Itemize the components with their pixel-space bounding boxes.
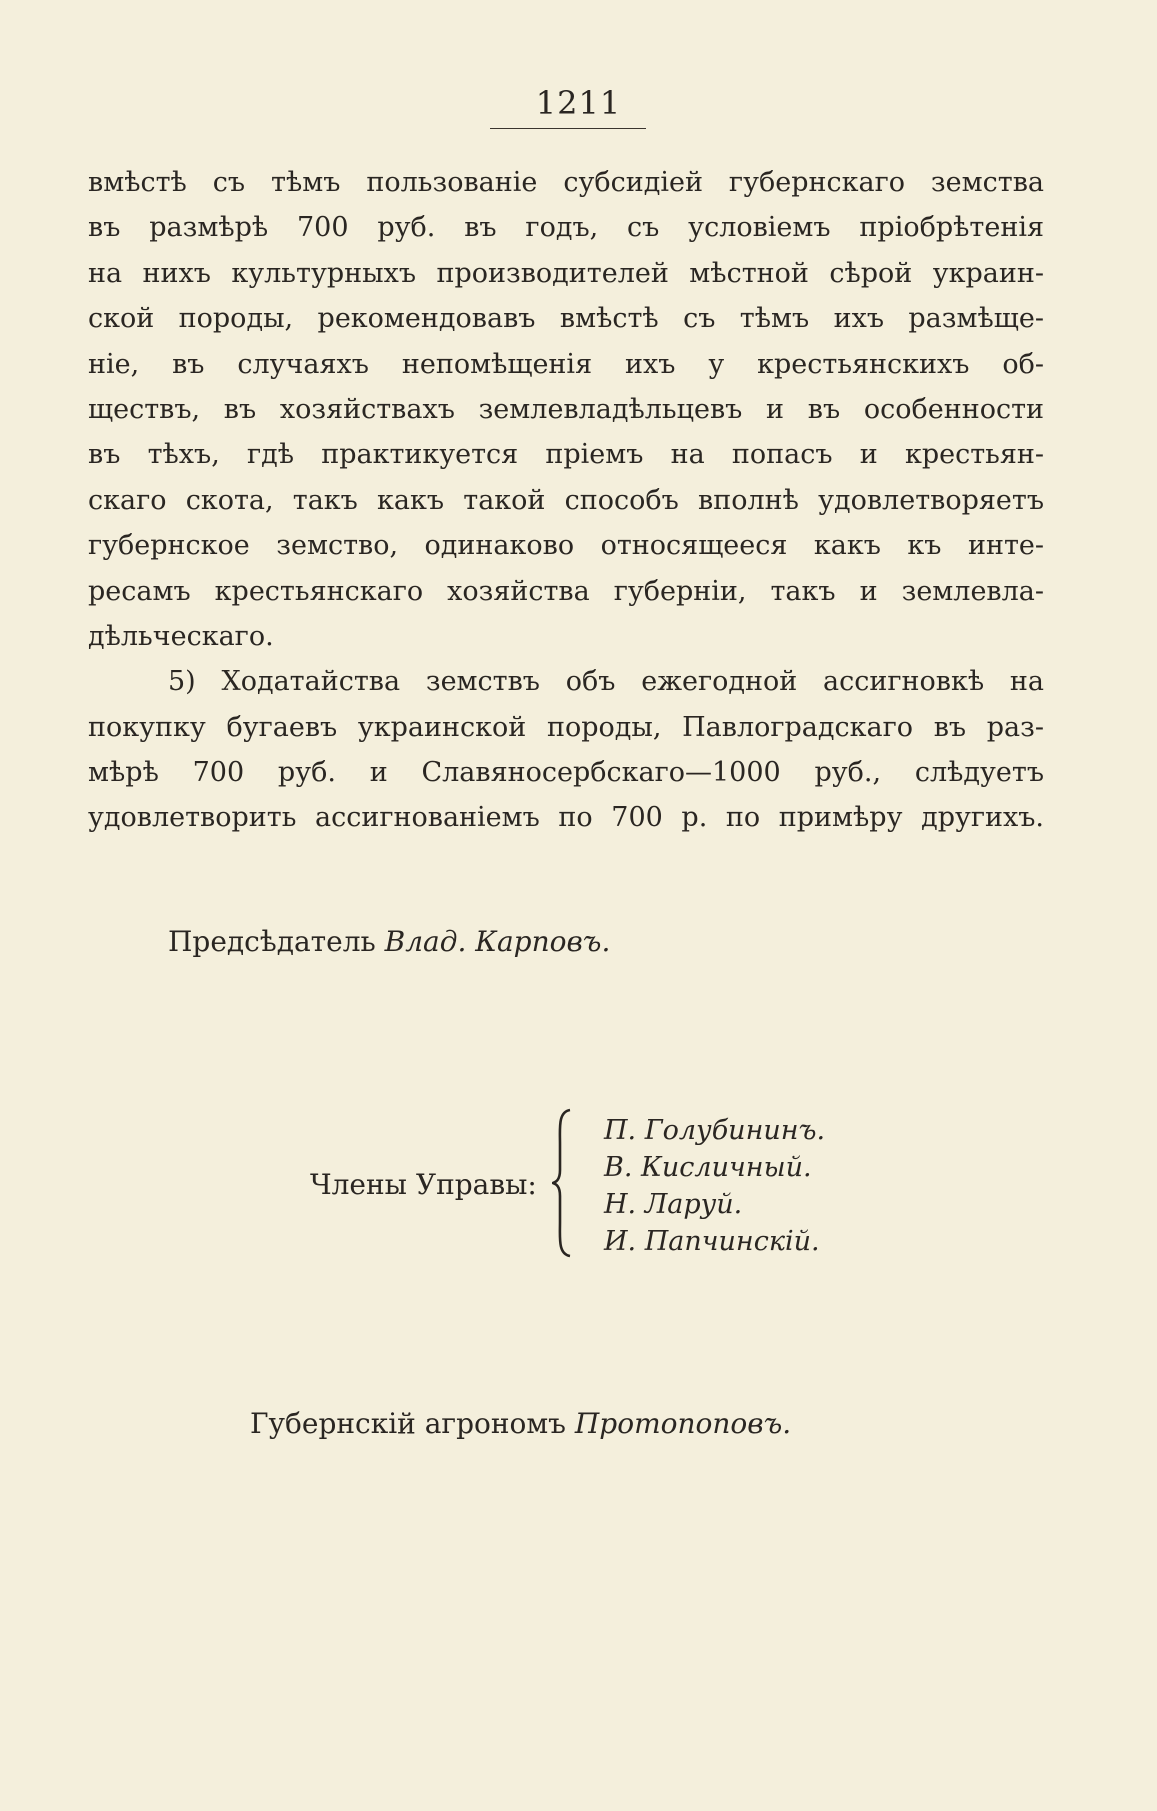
text-line: скаго скота, такъ какъ такой способъ вполнѣ удовлетворяетъ xyxy=(88,484,1044,516)
page-number: 1211 xyxy=(535,84,622,122)
text-line: ществъ, въ хозяйствахъ землевладѣльцевъ и въ особенности xyxy=(88,393,1044,425)
text-line: вмѣстѣ съ тѣмъ пользованіе субсидіей губернскаго земства xyxy=(88,167,1044,198)
text-line: на нихъ культурныхъ производителей мѣстной сѣрой украин- xyxy=(88,257,1044,289)
paragraph-5-line: мѣрѣ 700 руб. и Славяносербскаго—1000 руб., слѣдуетъ xyxy=(88,757,1044,789)
agronomist-signature xyxy=(250,1407,791,1440)
text-line: дѣльческаго. xyxy=(88,620,274,652)
text-line: ресамъ крестьянскаго хозяйства губерніи, такъ и землевла- xyxy=(88,575,1044,607)
text-line: въ тѣхъ, гдѣ практикуется пріемъ на попасъ и крестьян- xyxy=(88,439,1044,471)
members-list xyxy=(604,1112,825,1260)
text-line: ской породы, рекомендовавъ вмѣстѣ съ тѣмъ ихъ размѣще- xyxy=(88,303,1044,335)
member-name: П. Голубининъ. xyxy=(604,1115,826,1146)
member-name: В. Кисличный. xyxy=(604,1152,812,1183)
paragraph-5-line: удовлетворить ассигнованіемъ по 700 р. по примѣру другихъ. xyxy=(88,802,1044,834)
agronomist-title: Губернскій агрономъ xyxy=(250,1407,566,1440)
chairman-name: Влад. Карповъ. xyxy=(384,925,611,958)
member-name: Н. Ларуй. xyxy=(604,1189,743,1220)
member-name: И. Папчинскій. xyxy=(604,1226,820,1257)
agronomist-name: Протопоповъ. xyxy=(574,1407,792,1440)
page-number-rule xyxy=(490,128,646,129)
chairman-title: Предсѣдатель xyxy=(168,925,376,958)
text-line: въ размѣрѣ 700 руб. въ годъ, съ условіемъ пріобрѣтенія xyxy=(88,212,1044,244)
paragraph-5-line: 5) Ходатайства земствъ объ ежегодной ассигновкѣ на xyxy=(168,666,1044,698)
members-label: Члены Управы: xyxy=(310,1168,537,1201)
chairman-signature xyxy=(168,925,610,958)
paragraph-5-line: покупку бугаевъ украинской породы, Павлоградскаго въ раз- xyxy=(88,711,1044,743)
text-line: губернское земство, одинаково относящееся какъ къ инте- xyxy=(88,530,1044,562)
body-text xyxy=(88,160,1044,841)
text-line: ніе, въ случаяхъ непомѣщенія ихъ у крестьянскихъ об- xyxy=(88,348,1044,380)
curly-brace-icon xyxy=(552,1108,574,1258)
